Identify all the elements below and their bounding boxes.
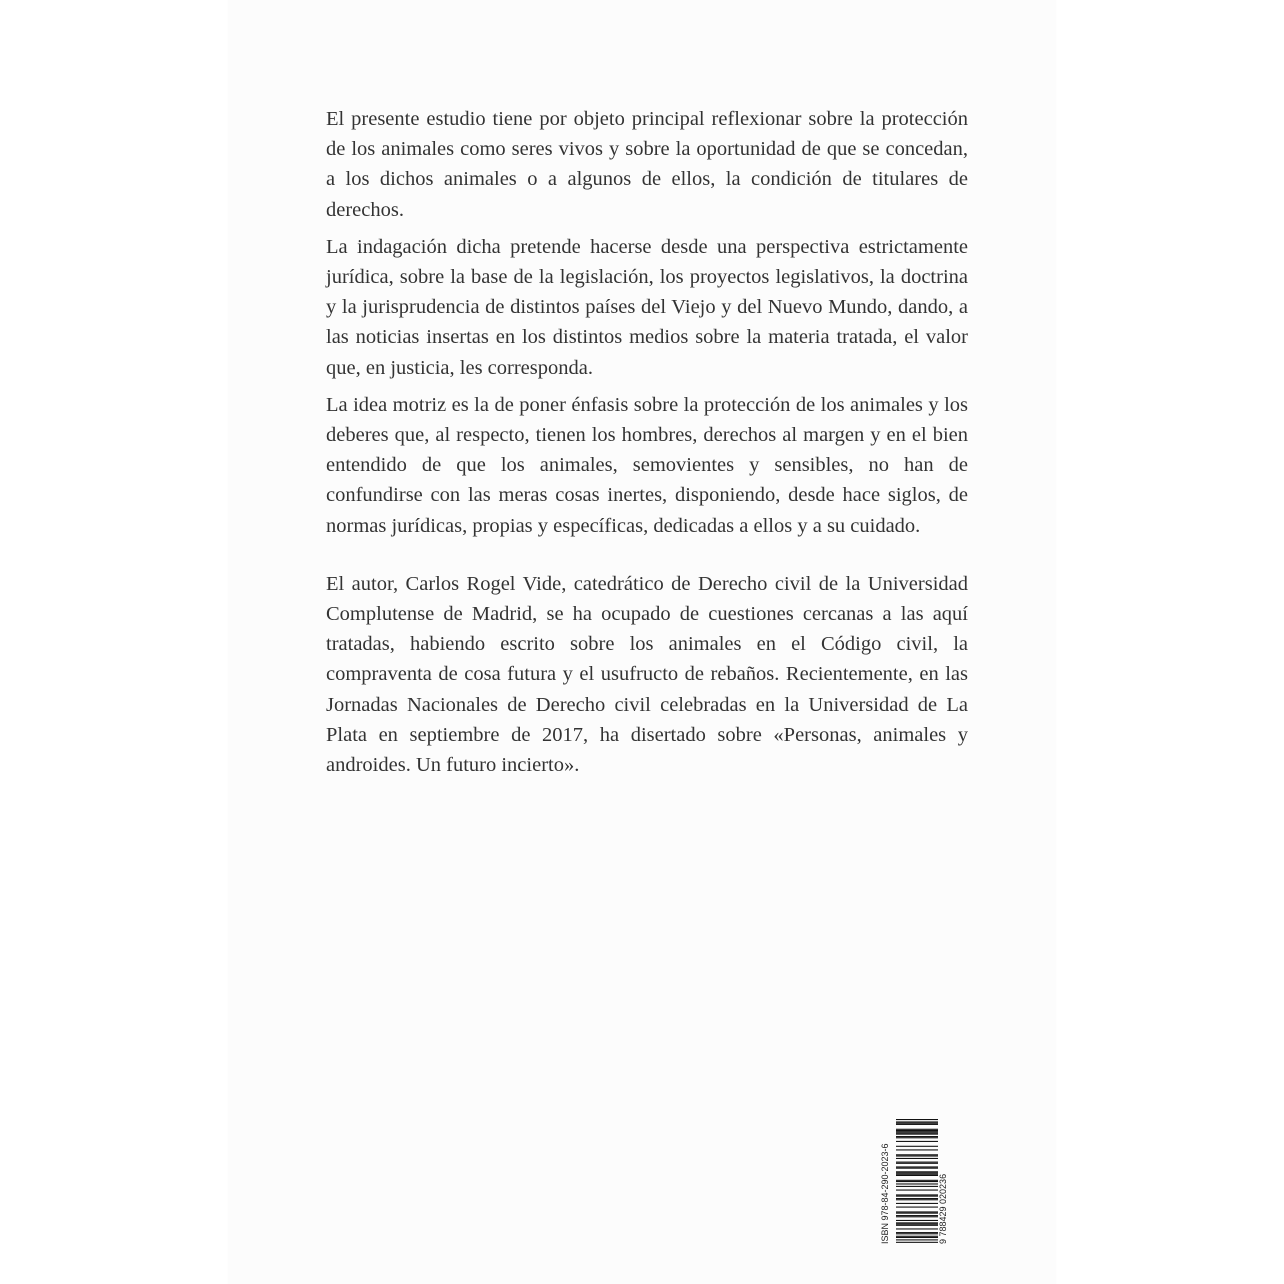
barcode-bar <box>896 1222 938 1223</box>
barcode-bar <box>896 1198 938 1199</box>
author-bio: El autor, Carlos Rogel Vide, catedrático de Derecho civil de la Universidad Complutense de Madrid, se ha ocupado de cuestiones cercanas a las aquí tratadas, habiendo escrito sobre los animales en el Código civil, la compraventa de cosa futura y el usufructo de rebaños. Recientemente, en las Jornadas Nacionales de Derecho civil celebradas en la Universidad de La Plata en septiembre de 2017, ha disertado sobre «Personas, animales y androides. Un futuro incierto». <box>326 572 968 777</box>
blurb-paragraph-1: El presente estudio tiene por objeto principal reflexionar sobre la protección de los animales como seres vivos y sobre la oportunidad de que se concedan, a los dichos animales o a algunos de ellos, la condición de titulares de derechos. <box>326 108 968 221</box>
barcode-bar <box>896 1141 938 1142</box>
barcode-bar <box>896 1236 938 1237</box>
barcode-bar <box>896 1124 938 1125</box>
barcode-bar <box>896 1207 938 1208</box>
barcode-bar <box>896 1215 938 1216</box>
blurb-paragraph-3: La idea motriz es la de poner énfasis sobre la protección de los animales y los deberes que, al respecto, tienen los hombres, derechos al margen y en el bien entendido de que los animales, semovientes y sensibles, no han de confundirse con las meras cosas inertes, disponiendo, desde hace siglos, de normas jurídicas, propias y específicas, dedicadas a ellos y a su cuidado. <box>326 393 968 537</box>
barcode-bar <box>896 1199 938 1200</box>
barcode-bar <box>896 1194 938 1195</box>
barcode-bar <box>896 1174 938 1175</box>
barcode-bar <box>896 1163 938 1164</box>
barcode-bar <box>896 1216 938 1217</box>
barcode-bar <box>896 1237 938 1238</box>
barcode-bar <box>896 1162 938 1163</box>
barcode-graphic <box>880 1118 950 1246</box>
barcode-bar <box>896 1180 938 1181</box>
barcode-bar <box>896 1228 938 1229</box>
barcode-bar <box>896 1171 938 1172</box>
barcode-digits: 9 788429 020236 <box>938 1173 948 1244</box>
barcode-bar <box>896 1175 938 1176</box>
barcode-bar <box>896 1213 938 1214</box>
barcode-bar <box>896 1196 938 1197</box>
barcode-bar <box>896 1155 938 1156</box>
barcode-bar <box>896 1132 938 1133</box>
blurb-paragraph-2: La indagación dicha pretende hacerse desde una perspectiva estrictamente jurídica, sobre la base de la legislación, los proyectos legislativos, la doctrina y la jurisprudencia de distintos países del Viejo y del Nuevo Mundo, dando, a las noticias insertas en los distintos medios sobre la materia tratada, el valor que, en justicia, les corresponda. <box>326 235 968 379</box>
barcode-bar <box>896 1131 938 1132</box>
barcode-bar <box>896 1136 938 1137</box>
barcode-bar <box>896 1220 938 1221</box>
barcode-bar <box>896 1183 938 1184</box>
barcode-bar <box>896 1158 938 1159</box>
barcode-bar <box>896 1224 938 1225</box>
barcode-bar <box>896 1119 938 1120</box>
barcode-bar <box>896 1172 938 1173</box>
back-cover-text <box>326 104 968 787</box>
barcode-bar <box>896 1233 938 1234</box>
barcode-bar <box>896 1239 938 1240</box>
barcode-bar <box>896 1168 938 1169</box>
barcode-bar <box>896 1137 938 1138</box>
barcode-bar <box>896 1129 938 1130</box>
barcode-bar <box>896 1121 938 1122</box>
barcode-bar <box>896 1134 938 1135</box>
barcode-bar <box>896 1232 938 1233</box>
barcode-bar <box>896 1203 938 1204</box>
barcode-bar <box>896 1181 938 1182</box>
isbn-label: ISBN 978-84-290-2023-6 <box>880 1143 890 1244</box>
isbn-barcode <box>880 1118 950 1246</box>
barcode-bar <box>896 1149 938 1150</box>
barcode-bar <box>896 1211 938 1212</box>
barcode-bar <box>896 1154 938 1155</box>
barcode-bar <box>896 1146 938 1147</box>
barcode-bar <box>896 1130 938 1131</box>
barcode-bar <box>896 1166 938 1167</box>
barcode-bar <box>896 1225 938 1226</box>
barcode-bar <box>896 1190 938 1191</box>
barcode-bar <box>896 1242 938 1243</box>
barcode-bar <box>896 1123 938 1124</box>
barcode-bar <box>896 1186 938 1187</box>
